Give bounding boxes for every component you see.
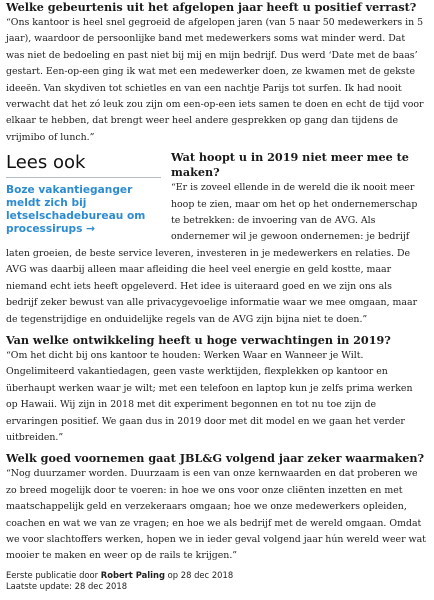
arrow-right-icon: → <box>86 223 96 236</box>
section-heading: Wat hoopt u in 2019 niet meer mee te maken? <box>171 150 409 180</box>
qa-section-4 <box>6 451 426 564</box>
related-article-link-text: Boze vakantieganger meldt zich bij letselschadebureau om processirups <box>6 184 146 236</box>
first-publication-date: op 28 dec 2018 <box>167 569 234 580</box>
publication-meta <box>6 570 426 592</box>
related-article-link[interactable] <box>6 184 161 236</box>
author-name: Robert Paling <box>100 569 165 580</box>
qa-section-3 <box>6 333 426 446</box>
last-update-line: Laatste update: 28 dec 2018 <box>6 580 128 591</box>
section-heading: Welke gebeurtenis uit het afgelopen jaar heeft u positief verrast? <box>6 0 417 14</box>
section-text: “Om het dicht bij ons kantoor te houden: Werken Waar en Wanneer je Wilt. Ongelimiteerd vakantiedagen, geen vaste werktijden, flexplekken op kantoor en überhaupt werken waar je wilt; met een telefoon en laptop kun je zelfs prima werken op Hawaii. Wij zijn in 2018 met dit experiment begonnen en tot nu toe zijn de ervaringen positief. We gaan dus in 2019 door met dit model en we gaan het verder uitbreiden.” <box>6 349 413 443</box>
first-publication-line <box>6 570 426 581</box>
section-heading: Welk goed voornemen gaat JBL&G volgend jaar zeker waarmaken? <box>6 451 425 466</box>
first-publication-prefix: Eerste publicatie door <box>6 569 99 580</box>
section-text: “Nog duurzamer worden. Duurzaam is een van onze kernwaarden en dat proberen we zo breed mogelijk door te voeren: in hoe we ons voor onze cliënten inzetten en met maatschappelijk geld en verzekeraars omgaan; hoe we onze medewerkers opleiden, coachen en wat we van ze vragen; en hoe we als bedrijf met de wereld omgaan. Omdat we voor slachtoffers werken, hopen we in ieder geval volgend jaar hún wereld weer wat mooier te maken en weer op de rails te krijgen.” <box>6 468 426 562</box>
section-text: “Ons kantoor is heel snel gegroeid de afgelopen jaren (van 5 naar 50 medewerkers in 5 jaar), waardoor de persoonlijke band met medewerkers soms wat minder werd. Dat was niet de bedoeling en past niet bij mij en mijn bedrijf. Dus werd ‘Date met de baas’ gestart. Een-op-een ging ik wat met een medewerker doen, ze kwamen met de gekste ideeën. Van skydiven tot schietles en van een nachtje Parijs tot surfen. Ik had nooit verwacht dat het zó leuk zou zijn om een-op-een iets samen te doen en echt de tijd voor elkaar te hebben, dat brengt weer heel andere gesprekken op gang dan tijdens de vrijmibo of lunch.” <box>6 17 424 143</box>
lees-ook-title: Lees ook <box>6 152 161 178</box>
qa-section-1 <box>6 0 426 146</box>
section-heading: Van welke ontwikkeling heeft u hoge verwachtingen in 2019? <box>6 332 391 347</box>
qa-section-2 <box>6 150 426 328</box>
lees-ook-box <box>6 152 161 236</box>
section-text: “Er is zoveel ellende in de wereld die ik nooit meer hoop te zien, maar om het op het ondernemerschap te betrekken: de invoering van de AVG. Als ondernemer wil je gewoon ondernemen: je bedrijf laten groeien, de beste service leveren, investeren in je medewerkers en relaties. De AVG was daarbij alleen maar afleiding die heel veel energie en geld kostte, maar niemand echt iets heeft opgeleverd. Het idee is uiteraard goed en we zijn ons als bedrijf zeker bewust van alle privacygevoelige informatie waar we mee omgaan, maar de tegenstrijdige en onduidelijke regels van de AVG zijn bijna niet te doen.” <box>6 182 418 325</box>
